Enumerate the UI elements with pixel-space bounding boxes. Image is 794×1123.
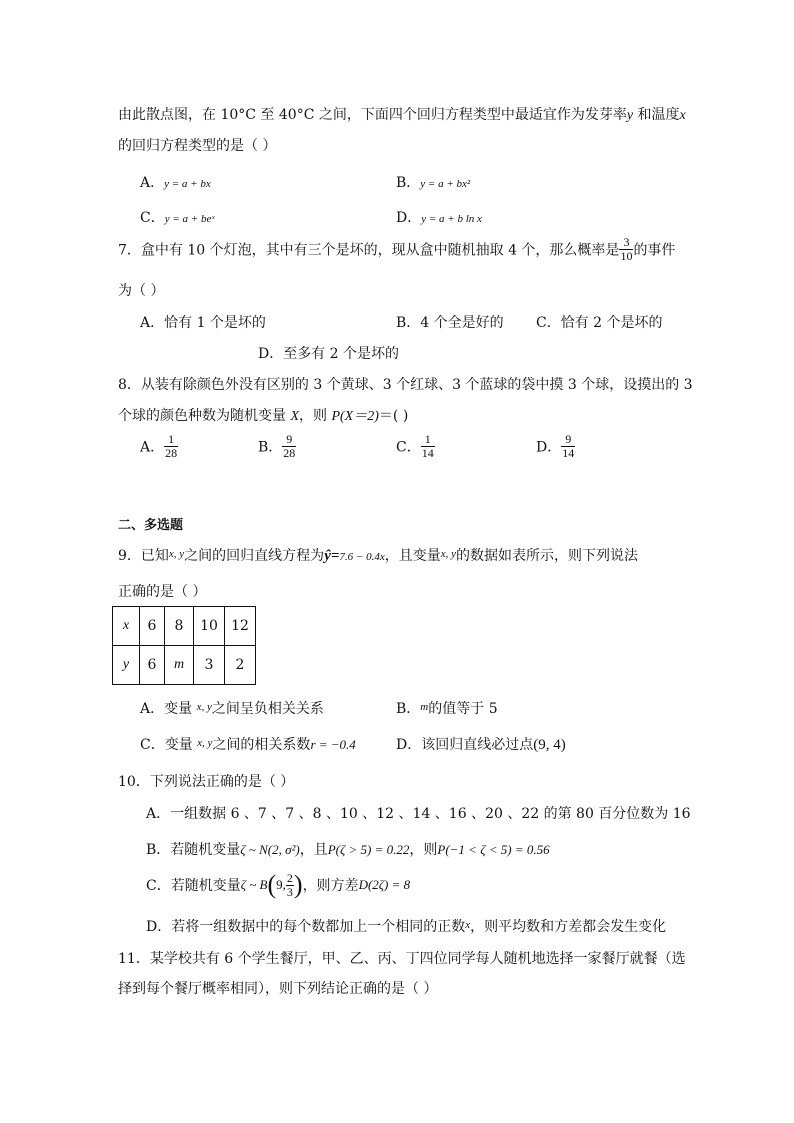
y-hat-symbol: ŷ= <box>324 548 340 564</box>
q8-option-a <box>140 433 178 460</box>
q10-option-c-mid: ，则方差 <box>302 878 359 894</box>
q10-option-c-dist: ζ ~ B <box>240 877 268 892</box>
q8-option-b-num: 9 <box>282 433 296 447</box>
q7-frac-num: 3 <box>619 236 633 250</box>
q9-option-a <box>140 698 324 718</box>
q9-stem-line2: 正确的是（ ） <box>118 584 207 600</box>
table-cell: 8 <box>165 607 194 646</box>
q9-vars: x, y <box>168 548 185 560</box>
q7-fraction <box>619 236 633 263</box>
q7-option-c-text: 恰有 2 个是坏的 <box>560 315 663 331</box>
table-cell: 6 <box>140 646 165 685</box>
q8-option-b <box>258 433 296 460</box>
q6-option-b <box>396 172 470 192</box>
q9-equation: 7.6 − 0.4x <box>339 551 385 563</box>
q8-option-b-frac <box>282 433 296 460</box>
q7-option-d-label: D． <box>258 346 284 362</box>
q6-option-b-label: B． <box>396 175 421 191</box>
q10-option-a <box>146 803 691 823</box>
q8-option-a-den: 28 <box>165 446 178 460</box>
q10-option-c-frac <box>286 872 294 899</box>
table-cell: 12 <box>225 607 256 646</box>
q8-option-c-num: 1 <box>421 433 435 447</box>
table-cell: m <box>165 646 194 685</box>
table-cell: 10 <box>194 607 225 646</box>
q8-option-a-frac <box>164 433 178 460</box>
q8-prob-expr: P(X＝2) <box>331 409 379 424</box>
q9-option-a-label: A． <box>140 701 165 717</box>
q9-option-c-vars: x, y <box>197 737 213 749</box>
q10-option-b-p1: P(ζ > 5) = 0.22 <box>327 842 410 857</box>
q6-option-c <box>140 207 214 227</box>
q10-option-d-text-post: ，则平均数和方差都会发生变化 <box>470 919 667 935</box>
table-cell: y <box>113 646 140 685</box>
q10-option-d-label: D． <box>146 919 172 935</box>
q9-option-a-post: 之间呈负相关关系 <box>211 701 324 717</box>
q9-option-c-label: C． <box>140 737 165 753</box>
q10-stem: 10．下列说法正确的是（ ） <box>118 774 295 790</box>
q8-var-X: X <box>290 409 300 424</box>
q10-option-b-pre: 若随机变量 <box>170 842 241 858</box>
q10-option-c <box>146 870 410 900</box>
q8-option-a-num: 1 <box>164 433 178 447</box>
q7-option-d <box>258 343 399 363</box>
q9-option-d-label: D． <box>396 737 422 753</box>
section-heading-multiple-choice: 二、多选题 <box>118 518 184 533</box>
q10-option-c-frac-den: 3 <box>286 884 293 899</box>
q6-stem-line2: 的回归方程类型的是（ ） <box>118 138 277 154</box>
q8-option-d-label: D． <box>536 439 562 456</box>
q9-stem-pre: 9．已知 <box>118 548 169 564</box>
q6-option-a-math: y = a + bx <box>164 178 211 190</box>
q6-option-d <box>396 207 482 227</box>
q6-option-d-math: y = a + b ln x <box>421 213 482 225</box>
q10-option-a-text: 一组数据 6 、7 、7 、8 、10 、12 、14 、16 、20 、22 的第 80 百分位数为 16 <box>170 806 691 822</box>
q7-option-b <box>396 312 504 332</box>
table-cell: 6 <box>140 607 165 646</box>
table-row <box>113 646 256 685</box>
q7-option-b-text: 4 个全是好的 <box>420 315 504 331</box>
q10-option-a-label: A． <box>146 806 171 822</box>
q6-var-x: x <box>679 108 686 123</box>
q8-option-d-num: 9 <box>561 433 575 447</box>
q6-option-c-math: y = a + beˣ <box>164 213 215 225</box>
q7-option-a-text: 恰有 1 个是坏的 <box>164 315 266 331</box>
q8-option-c-frac <box>421 433 435 460</box>
q11-stem-line1: 11．某学校共有 6 个学生餐厅，甲、乙、丙、丁四位同学每人随机地选择一家餐厅就餐（选 <box>118 951 686 967</box>
q9-stem-post: 的数据如表所示，则下列说法 <box>455 548 638 564</box>
q7-frac-den: 10 <box>620 249 633 263</box>
q8-option-b-den: 28 <box>283 446 296 460</box>
q11-stem-line2: 择到每个餐厅概率相同），则下列结论正确的是（ ） <box>118 981 438 997</box>
q10-option-c-expr: D(2ζ) = 8 <box>358 877 411 892</box>
table-row <box>113 607 256 646</box>
q9-option-d <box>396 734 566 754</box>
q6-option-a-label: A． <box>140 175 165 191</box>
q9-option-c-expr: r = −0.4 <box>310 737 356 752</box>
q9-data-table <box>112 606 256 685</box>
q9-option-c <box>140 734 356 754</box>
q7-option-c <box>536 312 663 332</box>
table-cell: 3 <box>194 646 225 685</box>
q7-stem-pre: 7．盒中有 10 个灯泡，其中有三个是坏的，现从盒中随机抽取 4 个，那么概率是 <box>118 242 620 259</box>
q9-vars-2: x, y <box>440 548 456 560</box>
q7-stem-line1 <box>118 236 675 263</box>
q9-option-d-pre: 该回归直线必过点 <box>421 737 534 753</box>
q9-option-a-pre: 变量 <box>164 701 197 717</box>
q6-stem-text: 由此散点图，在 10°C 至 40°C 之间，下面四个回归方程类型中最适宜作为发芽率 <box>118 107 627 123</box>
q9-option-b-post: 的值等于 5 <box>428 701 498 717</box>
right-paren: ) <box>293 870 303 899</box>
q8-stem-line2 <box>118 405 408 425</box>
q7-option-c-label: C． <box>536 315 561 331</box>
q9-option-b <box>396 698 498 718</box>
q8-option-d-den: 14 <box>562 446 575 460</box>
q6-option-b-math: y = a + bx² <box>420 178 471 190</box>
q10-option-c-frac-num: 2 <box>286 870 293 885</box>
q8-stem-line2-post: ＝( ) <box>378 408 409 424</box>
q10-option-b <box>146 839 550 859</box>
q8-stem-line2-pre: 个球的颜色种数为随机变量 <box>118 408 291 424</box>
q8-option-d-frac <box>561 433 575 460</box>
q7-option-a <box>140 312 266 332</box>
q8-option-d <box>536 433 575 460</box>
q6-var-y: y <box>626 108 634 123</box>
q8-stem-line1: 8．从装有除颜色外没有区别的 3 个黄球、3 个红球、3 个蓝球的袋中摸 3 个球，设摸出的 3 <box>118 377 693 393</box>
q10-option-b-p2: P(−1 < ζ < 5) = 0.56 <box>437 842 550 857</box>
q8-stem-line2-mid: ，则 <box>299 408 332 424</box>
q6-mid-text: 和温度 <box>633 107 680 123</box>
q10-option-b-label: B． <box>146 842 171 858</box>
q9-option-d-point: (9, 4) <box>533 737 566 753</box>
q10-option-c-label: C． <box>146 878 171 894</box>
q8-option-b-label: B． <box>258 439 283 456</box>
q10-option-b-mid: ，且 <box>299 842 328 858</box>
q10-option-d-var: x <box>465 919 471 931</box>
q7-option-d-text: 至多有 2 个是坏的 <box>283 346 400 362</box>
q7-option-a-label: A． <box>140 315 165 331</box>
q10-option-c-pre: 若随机变量 <box>170 878 241 894</box>
q9-stem-mid2: ，且变量 <box>384 548 441 564</box>
q9-option-c-pre: 变量 <box>164 737 198 753</box>
q9-option-c-mid: 之间的相关系数 <box>212 737 311 753</box>
q9-option-a-vars: x, y <box>196 701 212 713</box>
q8-option-c-den: 14 <box>421 446 434 460</box>
q9-option-b-label: B． <box>396 701 421 717</box>
q6-option-c-label: C． <box>140 210 165 226</box>
q8-option-a-label: A． <box>140 439 165 456</box>
q10-option-d <box>146 916 666 936</box>
q10-option-b-mid2: ，则 <box>409 842 438 858</box>
table-cell: 2 <box>225 646 256 685</box>
q10-option-c-frac-a: 9, <box>276 877 286 892</box>
q7-stem-line2: 为（ ） <box>118 283 165 299</box>
q10-option-d-text-pre: 若将一组数据中的每个数都加上一个相同的正数 <box>171 919 466 935</box>
q9-option-b-var: m <box>420 701 429 713</box>
q9-stem-line1 <box>118 545 638 565</box>
q8-option-c <box>396 433 435 460</box>
q6-option-a <box>140 172 211 192</box>
q6-option-d-label: D． <box>396 210 422 226</box>
table-cell: x <box>113 607 140 646</box>
q9-stem-mid: 之间的回归直线方程为 <box>184 548 325 564</box>
left-paren: ( <box>267 870 277 899</box>
q6-stem-line1 <box>118 104 686 124</box>
q8-option-c-label: C． <box>396 439 421 456</box>
q7-option-b-label: B． <box>396 315 421 331</box>
q10-option-b-dist: ζ ~ N(2, σ²) <box>240 842 300 857</box>
q7-stem-post: 的事件 <box>633 242 676 259</box>
